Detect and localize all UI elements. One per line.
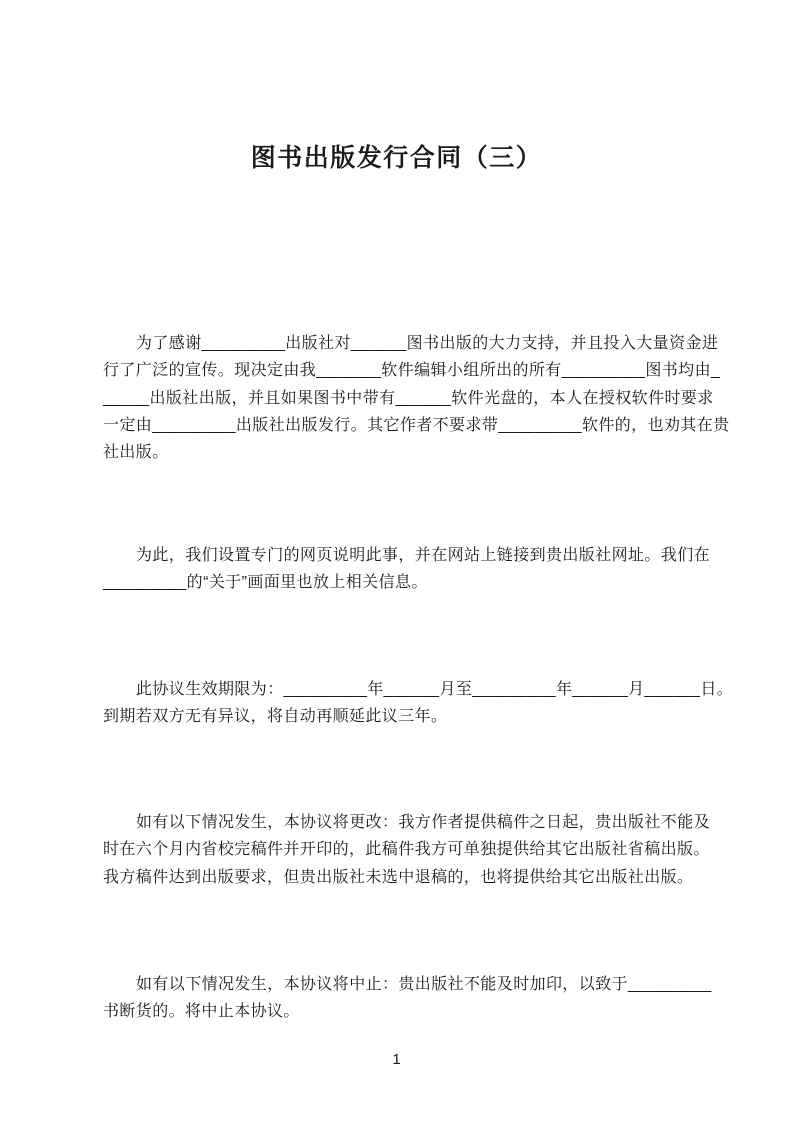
paragraph-line: 社出版。	[103, 444, 169, 462]
paragraph-line: _________的“关于”画面里也放上相关信息。	[103, 574, 428, 592]
paragraph-amendment-conditions	[103, 809, 711, 891]
paragraph-line: 我方稿件达到出版要求，但贵出版社未选中退稿的，也将提供给其它出版社出版。	[103, 868, 694, 886]
paragraph-webpage	[103, 542, 711, 597]
paragraph-line: 一定由_________出版社出版发行。其它作者不要求带_________软件的，也劝其在贵	[103, 416, 730, 434]
paragraph-line: 为了感谢_________出版社对______图书出版的大力支持，并且投入大量资金进	[136, 335, 719, 352]
paragraph-line: 为此，我们设置专门的网页说明此事，并在网站上链接到贵出版社网址。我们在	[136, 547, 711, 564]
paragraph-line: 到期若双方无有异议，将自动再顺延此议三年。	[103, 708, 448, 726]
paragraph-thanks	[103, 330, 730, 466]
document-title: 图书出版发行合同（三）	[250, 144, 543, 172]
paragraph-validity-period	[103, 676, 734, 731]
paragraph-line: 此协议生效期限为：_________年______月至_________年______月______日。	[136, 681, 734, 698]
paragraph-line: 行了广泛的宣传。现决定由我_______软件编辑小组所出的所有_________图书均由_	[103, 362, 721, 380]
paragraph-line: 时在六个月内省校完稿件并开印的，此稿件我方可单独提供给其它出版社省稿出版。	[103, 841, 710, 859]
page-number: 1	[392, 1051, 401, 1068]
paragraph-line: _____出版社出版，并且如果图书中带有______软件光盘的，本人在授权软件时要求	[103, 389, 714, 407]
paragraph-line: 如有以下情况发生，本协议将更改：我方作者提供稿件之日起，贵出版社不能及	[136, 814, 711, 831]
paragraph-line: 书断货的。将中止本协议。	[103, 1003, 300, 1021]
paragraph-termination-conditions	[103, 971, 712, 1026]
paragraph-line: 如有以下情况发生，本协议将中止：贵出版社不能及时加印，以致于_________	[136, 976, 712, 993]
